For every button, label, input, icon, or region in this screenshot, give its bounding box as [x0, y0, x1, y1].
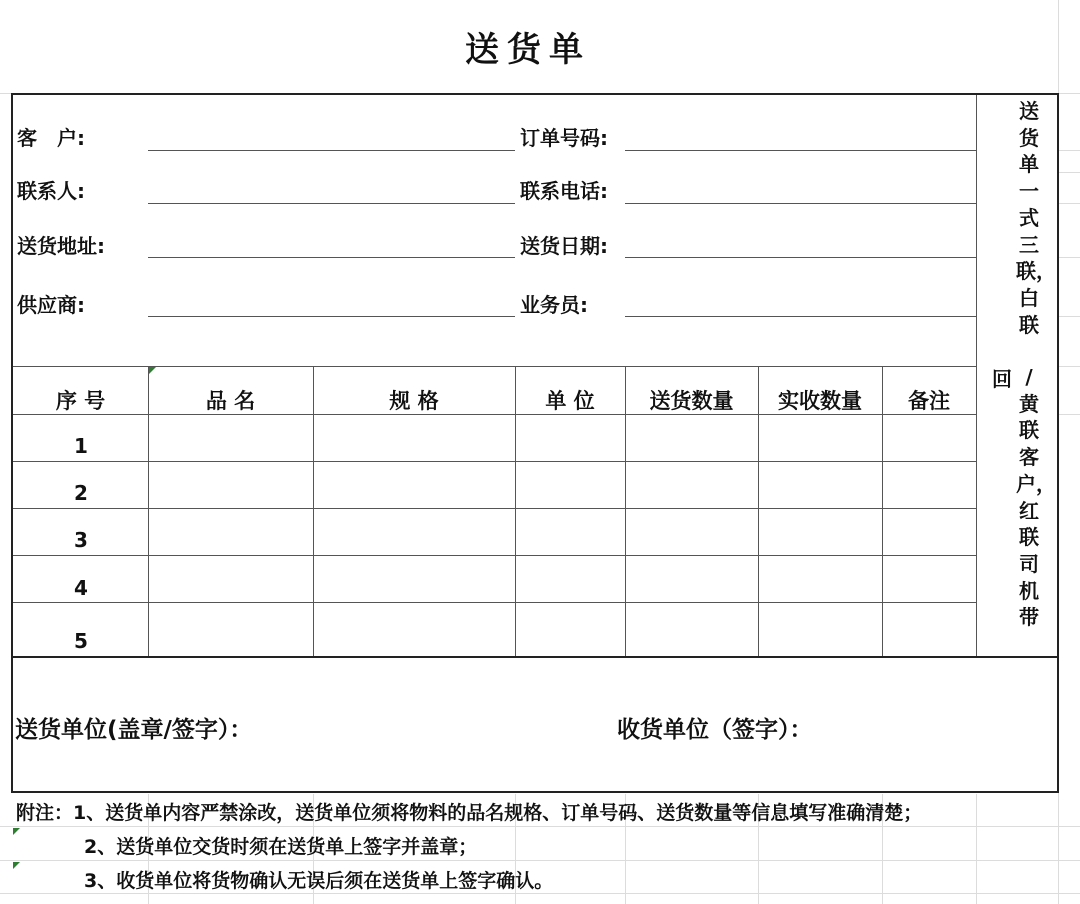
- side-note-top: 送货单一式三联，白联: [1016, 99, 1056, 337]
- cell-marker-icon: [13, 862, 20, 869]
- header-received-qty: 实收数量: [778, 389, 862, 413]
- sender-signature-label: 送货单位(盖章/签字）：: [15, 717, 253, 743]
- header-index: 序 号: [55, 389, 106, 413]
- document-title: 送货单: [465, 30, 591, 70]
- header-delivered-qty: 送货数量: [649, 389, 734, 413]
- customer-label: 客 户:: [17, 126, 85, 150]
- contact-label: 联系人:: [17, 179, 85, 203]
- side-note-hui: 回: [992, 367, 1012, 391]
- header-unit: 单 位: [545, 389, 595, 413]
- address-field[interactable]: [150, 205, 514, 256]
- table-row-index: 3: [74, 528, 88, 552]
- delivery-date-field[interactable]: [627, 205, 975, 256]
- table-row-index: 5: [74, 629, 88, 653]
- cell-marker-icon: [13, 828, 20, 835]
- supplier-label: 供应商:: [17, 293, 85, 317]
- order-number-label: 订单号码:: [520, 126, 608, 150]
- table-row-index: 1: [74, 434, 88, 458]
- footnote-2: 2、送货单位交货时须在送货单上签字并盖章；: [84, 836, 478, 858]
- supplier-field[interactable]: [150, 259, 514, 315]
- phone-field[interactable]: [627, 152, 975, 202]
- address-label: 送货地址:: [17, 234, 105, 258]
- header-remarks: 备注: [908, 389, 950, 413]
- customer-field[interactable]: [150, 96, 514, 149]
- cell-marker-icon: [149, 367, 156, 374]
- side-note-bottom: /黄联客户，红联司机带: [1016, 365, 1056, 630]
- contact-field[interactable]: [150, 152, 514, 202]
- order-number-field[interactable]: [627, 96, 975, 149]
- table-row-index: 4: [74, 576, 88, 600]
- footnote-3: 3、收货单位将货物确认无误后须在送货单上签字确认。: [84, 870, 554, 892]
- salesman-field[interactable]: [627, 259, 975, 315]
- header-product-name: 品 名: [205, 389, 256, 413]
- header-spec: 规 格: [389, 389, 439, 413]
- phone-label: 联系电话:: [520, 179, 608, 203]
- delivery-date-label: 送货日期:: [520, 234, 608, 258]
- receiver-signature-label: 收货单位（签字）：: [617, 717, 813, 743]
- footnote-1: 附注：1、送货单内容严禁涂改，送货单位须将物料的品名规格、订单号码、送货数量等信息填写准确清楚；: [16, 802, 923, 824]
- table-row-index: 2: [74, 481, 88, 505]
- salesman-label: 业务员:: [520, 293, 588, 317]
